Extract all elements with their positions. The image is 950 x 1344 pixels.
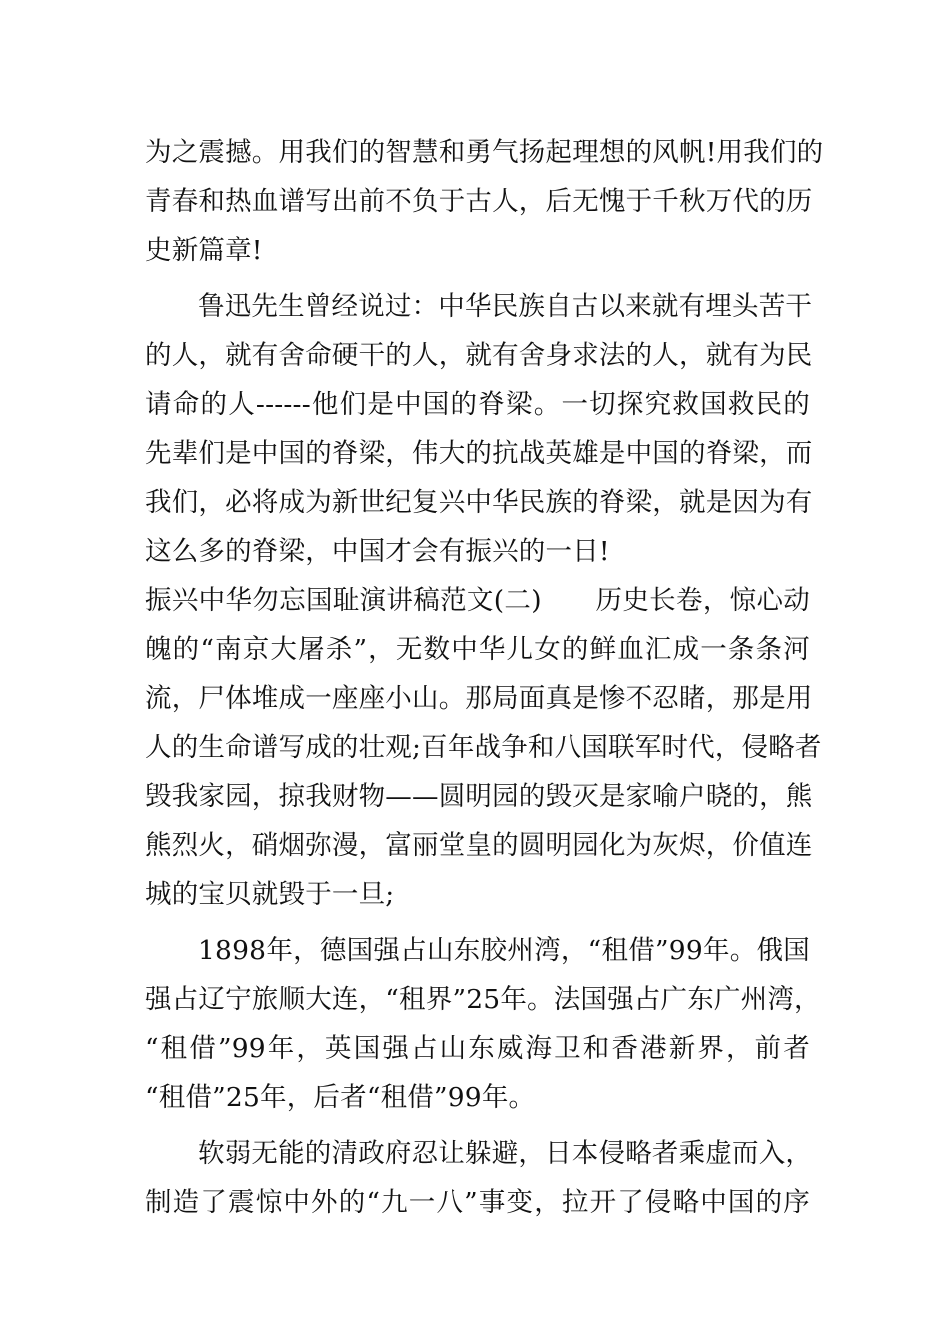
text-line: 流，尸体堆成一座座小山。那局面真是惨不忍睹，那是用 bbox=[145, 683, 813, 714]
text-line: 鲁迅先生曾经说过：中华民族自古以来就有埋头苦干 bbox=[198, 291, 813, 322]
text-line: 我们，必将成为新世纪复兴中华民族的脊梁，就是因为有 bbox=[145, 487, 813, 518]
text-line: 软弱无能的清政府忍让躲避，日本侵略者乘虚而入， bbox=[198, 1138, 813, 1169]
document-body bbox=[145, 128, 824, 1227]
section-heading-line: 振兴中华勿忘国耻演讲稿范文(二) 历史长卷，惊心动 bbox=[145, 585, 810, 616]
text-line: 1898年，德国强占山东胶州湾，“租借”99年。俄国 bbox=[198, 935, 810, 966]
text-line: 史新篇章! bbox=[145, 235, 263, 266]
text-line: 魄的“南京大屠杀”，无数中华儿女的鲜血汇成一条条河 bbox=[145, 634, 810, 665]
text-line: “租借”25年，后者“租借”99年。 bbox=[145, 1082, 536, 1113]
text-line: 的人，就有舍命硬干的人，就有舍身求法的人，就有为民 bbox=[145, 340, 813, 371]
text-line: 先辈们是中国的脊梁，伟大的抗战英雄是中国的脊梁，而 bbox=[145, 438, 813, 469]
text-line: 青春和热血谱写出前不负于古人，后无愧于千秋万代的历 bbox=[145, 186, 813, 217]
text-line: 制造了震惊中外的“九一八”事变，拉开了侵略中国的序 bbox=[145, 1187, 810, 1218]
text-line: 这么多的脊梁，中国才会有振兴的一日! bbox=[145, 536, 610, 567]
text-line: 为之震撼。用我们的智慧和勇气扬起理想的风帆!用我们的 bbox=[145, 137, 824, 168]
text-line: 强占辽宁旅顺大连，“租界”25年。法国强占广东广州湾， bbox=[145, 984, 821, 1015]
text-line: 毁我家园，掠我财物——圆明园的毁灭是家喻户晓的，熊 bbox=[145, 781, 813, 812]
text-line: 城的宝贝就毁于一旦; bbox=[145, 879, 395, 910]
text-line: 人的生命谱写成的壮观;百年战争和八国联军时代，侵略者 bbox=[145, 732, 822, 763]
text-line: 熊烈火，硝烟弥漫，富丽堂皇的圆明园化为灰烬，价值连 bbox=[145, 830, 813, 861]
text-line: “租借”99年，英国强占山东威海卫和香港新界，前者 bbox=[145, 1033, 810, 1064]
text-line: 请命的人------他们是中国的脊梁。一切探究救国救民的 bbox=[145, 389, 810, 420]
